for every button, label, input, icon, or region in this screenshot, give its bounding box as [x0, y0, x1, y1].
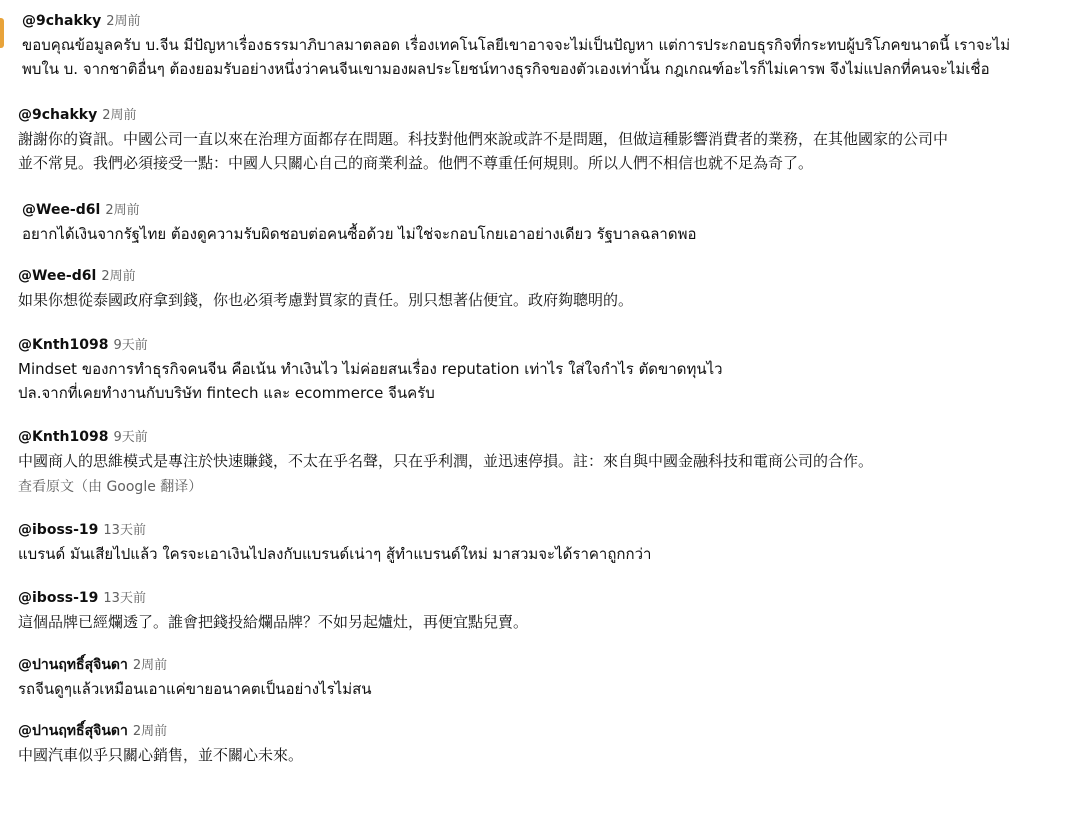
comment-text: อยากได้เงินจากรัฐไทย ต้องดูความรับผิดชอบต่อคนซื้อด้วย ไม่ใช่จะกอบโกยเอาอย่างเดียว รัฐบาลฉลาดพอ	[22, 225, 697, 243]
comment-time[interactable]: 2周前	[105, 203, 140, 218]
comment-author[interactable]: @Wee-d6l	[22, 202, 101, 218]
comment-text: 如果你想從泰國政府拿到錢，你也必須考慮對買家的責任。別只想著佔便宜。政府夠聰明的。	[18, 291, 634, 309]
comment-3	[22, 199, 1080, 246]
comment-9	[18, 654, 1080, 701]
comment-author[interactable]: @ปานฤทธิ์สุจินดา	[18, 657, 128, 673]
comment-8	[18, 587, 1080, 634]
comment-author[interactable]: @ปานฤทธิ์สุจินดา	[18, 723, 128, 739]
comment-time[interactable]: 2周前	[106, 14, 141, 29]
comment-text: 謝謝你的資訊。中國公司一直以來在治理方面都存在問題。科技對他們來說或許不是問題，但做這種影響消費者的業務，在其他國家的公司中 並不常見。我們必須接受一點：中國人只關心自己的商業利益。他們不尊重任何規則。所以人們不相信也就不足為奇了。	[18, 130, 949, 172]
comment-time[interactable]: 13天前	[103, 591, 146, 606]
comment-time[interactable]: 2周前	[102, 108, 137, 123]
comment-time[interactable]: 13天前	[103, 523, 146, 538]
comment-4	[18, 265, 1080, 312]
comment-text: 中國汽車似乎只關心銷售，並不關心未來。	[18, 746, 304, 764]
comment-text: ขอบคุณข้อมูลครับ บ.จีน มีปัญหาเรื่องธรรมาภิบาลมาตลอด เรื่องเทคโนโลยีเขาอาจจะไม่เป็นปัญหา แต่การประกอบธุรกิจที่กระทบผู้บริโภคขนาดนี้ เราจะไม่ พบใน บ. จากชาติอื่นๆ ต้องยอมรับอย่างหนึ่งว่าคนจีนเขามองผลประโยชน์ทางธุรกิจของตัวเองเท่านั้น กฎเกณฑ์อะไรก็ไม่เคารพ จึงไม่แปลกที่คนจะไม่เชื่อ	[22, 36, 1011, 78]
comment-time[interactable]: 2周前	[132, 724, 168, 739]
comment-text: 這個品牌已經爛透了。誰會把錢投給爛品牌？不如另起爐灶，再便宜點兒賣。	[18, 613, 529, 631]
comment-author[interactable]: @9chakky	[22, 13, 102, 29]
comment-author[interactable]: @Knth1098	[18, 337, 109, 353]
comment-text: รถจีนดูๆแล้วเหมือนเอาแค่ขายอนาคตเป็นอย่างไรไม่สน	[18, 680, 372, 698]
comment-text: แบรนด์ มันเสียไปแล้ว ใครจะเอาเงินไปลงกับแบรนด์เน่าๆ สู้ทำแบรนด์ใหม่ มาสวมจะได้ราคาถูกกว่า	[18, 545, 652, 563]
comment-time[interactable]: 9天前	[113, 338, 148, 353]
view-original-link[interactable]: 查看原文（由 Google 翻译）	[18, 479, 203, 495]
comment-7	[18, 519, 1080, 566]
comment-time[interactable]: 2周前	[101, 269, 136, 284]
comment-5	[18, 334, 1080, 405]
comment-time[interactable]: 2周前	[132, 658, 168, 673]
avatar-edge	[0, 18, 4, 48]
comment-author[interactable]: @9chakky	[18, 107, 98, 123]
comment-author[interactable]: @Wee-d6l	[18, 268, 97, 284]
comment-author[interactable]: @iboss-19	[18, 590, 99, 606]
comment-text: Mindset ของการทำธุรกิจคนจีน คือเน้น ทำเงินไว ไม่ค่อยสนเรื่อง reputation เท่าไร ใส่ใจกำไร ตัดขาดทุนไว ปล.จากที่เคยทำงานกับบริษัท fintech และ ecommerce จีนครับ	[18, 360, 723, 402]
comment-6	[18, 426, 1080, 496]
comment-author[interactable]: @Knth1098	[18, 429, 109, 445]
comment-2	[18, 104, 1080, 175]
comment-text: 中國商人的思維模式是專注於快速賺錢，不太在乎名聲，只在乎利潤，並迅速停損。註：來自與中國金融科技和電商公司的合作。	[18, 452, 874, 470]
comment-10	[18, 720, 1080, 767]
comment-author[interactable]: @iboss-19	[18, 522, 99, 538]
comment-time[interactable]: 9天前	[113, 430, 148, 445]
comment-1	[22, 10, 1080, 81]
